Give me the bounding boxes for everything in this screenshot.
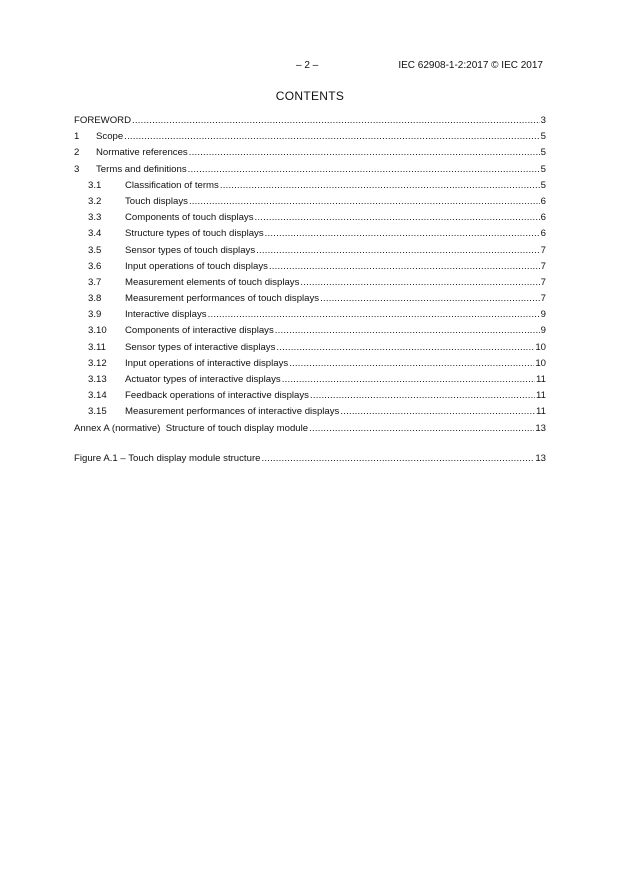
toc-entry-page: 6 <box>540 228 546 240</box>
toc-leader-dots <box>220 178 540 194</box>
toc-entry-3-8[interactable] <box>74 291 546 307</box>
toc-entry-number: 1 <box>74 131 80 143</box>
toc-leader-dots <box>208 307 540 323</box>
toc-entry-text: Sensor types of interactive displays <box>125 341 276 353</box>
toc-entry-scope[interactable] <box>74 129 546 145</box>
toc-entry-3-13[interactable] <box>74 372 546 388</box>
toc-entry-text: Figure A.1 – Touch display module structure <box>74 452 261 464</box>
toc-entry-page: 13 <box>535 452 546 464</box>
toc-entry-page: 7 <box>540 276 546 288</box>
toc-entry-terms-and-definitions[interactable] <box>74 162 546 178</box>
toc-entry-page: 5 <box>540 179 546 191</box>
toc-entry-text: Touch displays <box>125 195 188 207</box>
toc-entry-number: 3 <box>74 163 80 175</box>
toc-entry-text: Input operations of touch displays <box>125 260 268 272</box>
toc-entry-3-10[interactable] <box>74 323 546 339</box>
toc-entry-number: 3.2 <box>88 195 102 207</box>
toc-entry-page: 7 <box>540 244 546 256</box>
toc-leader-dots <box>265 226 540 242</box>
toc-entry-number: 3.6 <box>88 260 102 272</box>
toc-leader-dots <box>188 162 540 178</box>
toc-entry-page: 11 <box>536 390 546 402</box>
toc-entry-number: 3.7 <box>88 276 102 288</box>
toc-entry-page: 7 <box>540 293 546 305</box>
toc-entry-3-14[interactable] <box>74 388 546 404</box>
toc-entry-text: Terms and definitions <box>96 163 187 175</box>
toc-leader-dots <box>261 451 534 467</box>
toc-leader-dots <box>309 421 534 437</box>
toc-entry-page: 9 <box>540 309 546 321</box>
toc-entry-text: Scope <box>96 131 124 143</box>
toc-entry-text: FOREWORD <box>74 115 132 126</box>
toc-entry-page: 9 <box>540 325 546 337</box>
toc-entry-text: Interactive displays <box>125 309 207 321</box>
toc-entry-number: 3.10 <box>88 325 107 337</box>
toc-entry-number: 3.12 <box>88 357 107 369</box>
toc-entry-number: 3.9 <box>88 309 102 321</box>
toc-entry-number: 3.15 <box>88 406 107 418</box>
toc-entry-3-4[interactable] <box>74 226 546 242</box>
toc-entry-page: 7 <box>540 260 546 272</box>
toc-entry-page: 6 <box>540 195 546 207</box>
toc-leader-dots <box>282 372 535 388</box>
toc-entry-3-5[interactable] <box>74 243 546 259</box>
toc-entry-text: Components of interactive displays <box>125 325 274 337</box>
toc-entry-3-2[interactable] <box>74 194 546 210</box>
toc-leader-dots <box>310 388 535 404</box>
toc-entry-page: 10 <box>535 341 546 353</box>
toc-entry-page: 13 <box>535 422 546 434</box>
toc-leader-dots <box>256 243 540 259</box>
toc-entry-text: Classification of terms <box>125 179 219 191</box>
toc-entry-number: 3.13 <box>88 374 107 385</box>
toc-entry-text: Actuator types of interactive displays <box>125 374 281 385</box>
toc-entry-number: 3.8 <box>88 293 102 305</box>
toc-entry-page: 11 <box>536 406 546 418</box>
toc-entry-3-11[interactable] <box>74 340 546 356</box>
toc-entry-text: Sensor types of touch displays <box>125 244 256 256</box>
toc-entry-page: 5 <box>540 147 546 159</box>
toc-leader-dots <box>276 340 534 356</box>
toc-entry-number: 3.5 <box>88 244 102 256</box>
document-id: IEC 62908-1-2:2017 © IEC 2017 <box>398 60 543 71</box>
toc-leader-dots <box>255 210 540 226</box>
toc-entry-page: 10 <box>535 357 546 369</box>
toc-entry-number: 3.11 <box>88 341 106 353</box>
toc-leader-dots <box>132 113 540 129</box>
toc-leader-dots <box>300 275 539 291</box>
toc-entry-annex-a[interactable] <box>74 421 546 437</box>
toc-entry-text: Measurement elements of touch displays <box>125 276 300 288</box>
toc-leader-dots <box>340 404 535 420</box>
toc-entry-text: Measurement performances of touch displays <box>125 293 320 305</box>
toc-entry-number: 3.14 <box>88 390 107 402</box>
toc-entry-3-3[interactable] <box>74 210 546 226</box>
toc-entry-3-15[interactable] <box>74 404 546 420</box>
toc-entry-figure-a1[interactable] <box>74 451 546 467</box>
toc-entry-page: 11 <box>536 374 546 385</box>
list-spacer <box>74 437 546 451</box>
toc-entry-3-6[interactable] <box>74 259 546 275</box>
toc-entry-text: Feedback operations of interactive displays <box>125 390 309 402</box>
page-header <box>0 60 620 74</box>
toc-leader-dots <box>124 129 539 145</box>
toc-leader-dots <box>189 145 540 161</box>
toc-entry-text: Components of touch displays <box>125 212 254 224</box>
toc-entry-page: 6 <box>540 212 546 224</box>
toc-entry-page: 3 <box>540 115 546 126</box>
toc-leader-dots <box>320 291 540 307</box>
toc-entry-text: Input operations of interactive displays <box>125 357 289 369</box>
toc-entry-text: Structure types of touch displays <box>125 228 264 240</box>
toc-entry-number: 3.1 <box>88 179 102 191</box>
toc-leader-dots <box>189 194 540 210</box>
table-of-contents <box>74 113 546 467</box>
toc-leader-dots <box>269 259 540 275</box>
toc-entry-text: Measurement performances of interactive displays <box>125 406 340 418</box>
toc-entry-normative-references[interactable] <box>74 145 546 161</box>
page-number: – 2 – <box>296 60 319 71</box>
toc-entry-text: Annex A (normative) Structure of touch display module <box>74 422 309 434</box>
toc-entry-text: Normative references <box>96 147 188 159</box>
toc-entry-foreword[interactable] <box>74 113 546 129</box>
toc-entry-3-12[interactable] <box>74 356 546 372</box>
toc-entry-page: 5 <box>540 131 546 143</box>
toc-entry-number: 2 <box>74 147 80 159</box>
toc-entry-3-7[interactable] <box>74 275 546 291</box>
toc-entry-number: 3.3 <box>88 212 102 224</box>
page-title: CONTENTS <box>275 89 345 103</box>
toc-entry-3-9[interactable] <box>74 307 546 323</box>
toc-entry-page: 5 <box>540 163 546 175</box>
toc-leader-dots <box>289 356 534 372</box>
toc-entry-number: 3.4 <box>88 228 102 240</box>
toc-leader-dots <box>275 323 540 339</box>
toc-entry-3-1[interactable] <box>74 178 546 194</box>
